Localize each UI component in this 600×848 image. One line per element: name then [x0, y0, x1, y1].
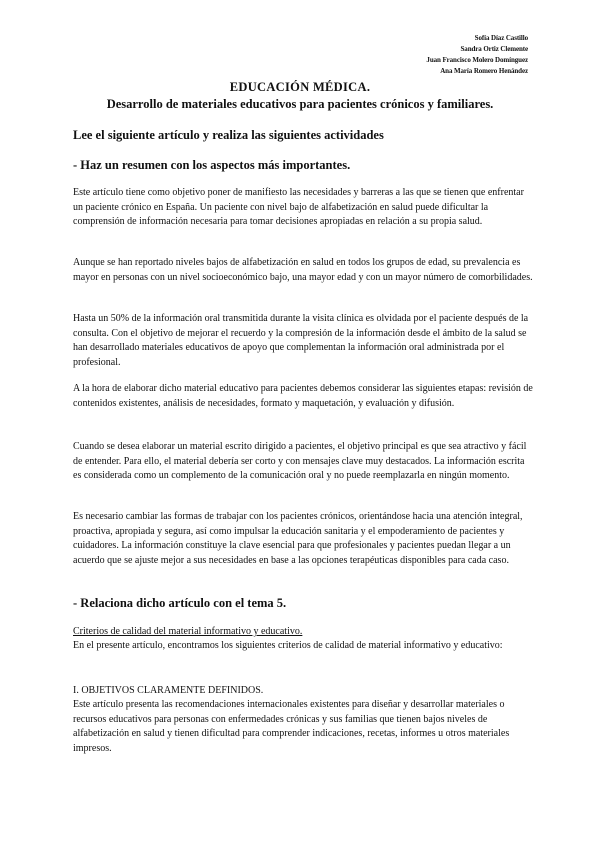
author-list — [426, 33, 528, 77]
instruction-heading: Lee el siguiente artículo y realiza las siguientes actividades — [73, 128, 384, 142]
document-title: EDUCACIÓN MÉDICA. — [229, 80, 371, 94]
author-name: Sofía Díaz Castillo — [474, 34, 528, 42]
summary-paragraph: Cuando se desea elaborar un material escrito dirigido a pacientes, el objetivo principal es que sea atractivo y fácil de entender. Para ello, el material debería ser corto y con mensajes clave muy destacados. La información escrita es considerada como un complemento de la comunicación oral y no puede reemplazarla en ningún momento. — [73, 441, 527, 482]
task-summary-heading: - Haz un resumen con los aspectos más importantes. — [73, 158, 351, 172]
section-paragraph: Este artículo presenta las recomendaciones internacionales existentes para diseñar y desarrollar materiales o recursos educativos para personas con enfermedades crónicas y sus familias que tienen bajos niveles de alfabetización en salud y tienen dificultad para comprender indicaciones, recetas, informes u otros materiales impresos. — [73, 699, 510, 754]
summary-paragraph: Hasta un 50% de la información oral transmitida durante la visita clínica es olvidada por el paciente después de la consulta. Con el objetivo de mejorar el recuerdo y la compresión de la información desde el ámbito de la salud se han desarrollado materiales educativos de apoyo que complementan la información oral administrada por el profesional. — [73, 313, 529, 368]
author-name: Sandra Ortiz Clemente — [460, 45, 528, 53]
summary-paragraph: A la hora de elaborar dicho material educativo para pacientes debemos considerar las siguientes etapas: revisión de contenidos existentes, análisis de necesidades, formato y maquetación, y evaluación y difusión. — [73, 383, 533, 409]
task-relate-heading: - Relaciona dicho artículo con el tema 5. — [73, 596, 287, 610]
document-subtitle: Desarrollo de materiales educativos para pacientes crónicos y familiares. — [106, 97, 494, 111]
summary-paragraph: Este artículo tiene como objetivo poner de manifiesto las necesidades y barreras a las que se tienen que enfrentar un paciente crónico en España. Un paciente con nivel bajo de alfabetización en salud puede dificultar la comprensión de información necesaria para tomar decisiones apropiadas en relación a su propia salud. — [73, 187, 524, 228]
summary-paragraph: Aunque se han reportado niveles bajos de alfabetización en salud en todos los grupos de edad, su prevalencia es mayor en personas con un nivel socioeconómico bajo, una mayor edad y con un mayor número de comorbilidades. — [73, 257, 533, 283]
author-name: Ana María Romero Henández — [440, 67, 528, 75]
section-heading: I. OBJETIVOS CLARAMENTE DEFINIDOS. — [73, 685, 264, 696]
author-name: Juan Francisco Molero Domínguez — [426, 56, 528, 64]
summary-paragraph: Es necesario cambiar las formas de trabajar con los pacientes crónicos, orientándose hacia una atención integral, proactiva, apropiada y segura, así como impulsar la educación sanitaria y el empoderamiento de pacientes y cuidadores. La información constituye la clave esencial para que profesionales y pacientes puedan llegar a un acuerdo que se ajuste mejor a sus necesidades en base a las opciones terapéuticas disponibles para cada caso. — [73, 511, 523, 566]
criteria-intro: En el presente artículo, encontramos los siguientes criterios de calidad de material informativo y educativo: — [73, 640, 503, 651]
criteria-heading: Criterios de calidad del material informativo y educativo. — [73, 626, 303, 637]
